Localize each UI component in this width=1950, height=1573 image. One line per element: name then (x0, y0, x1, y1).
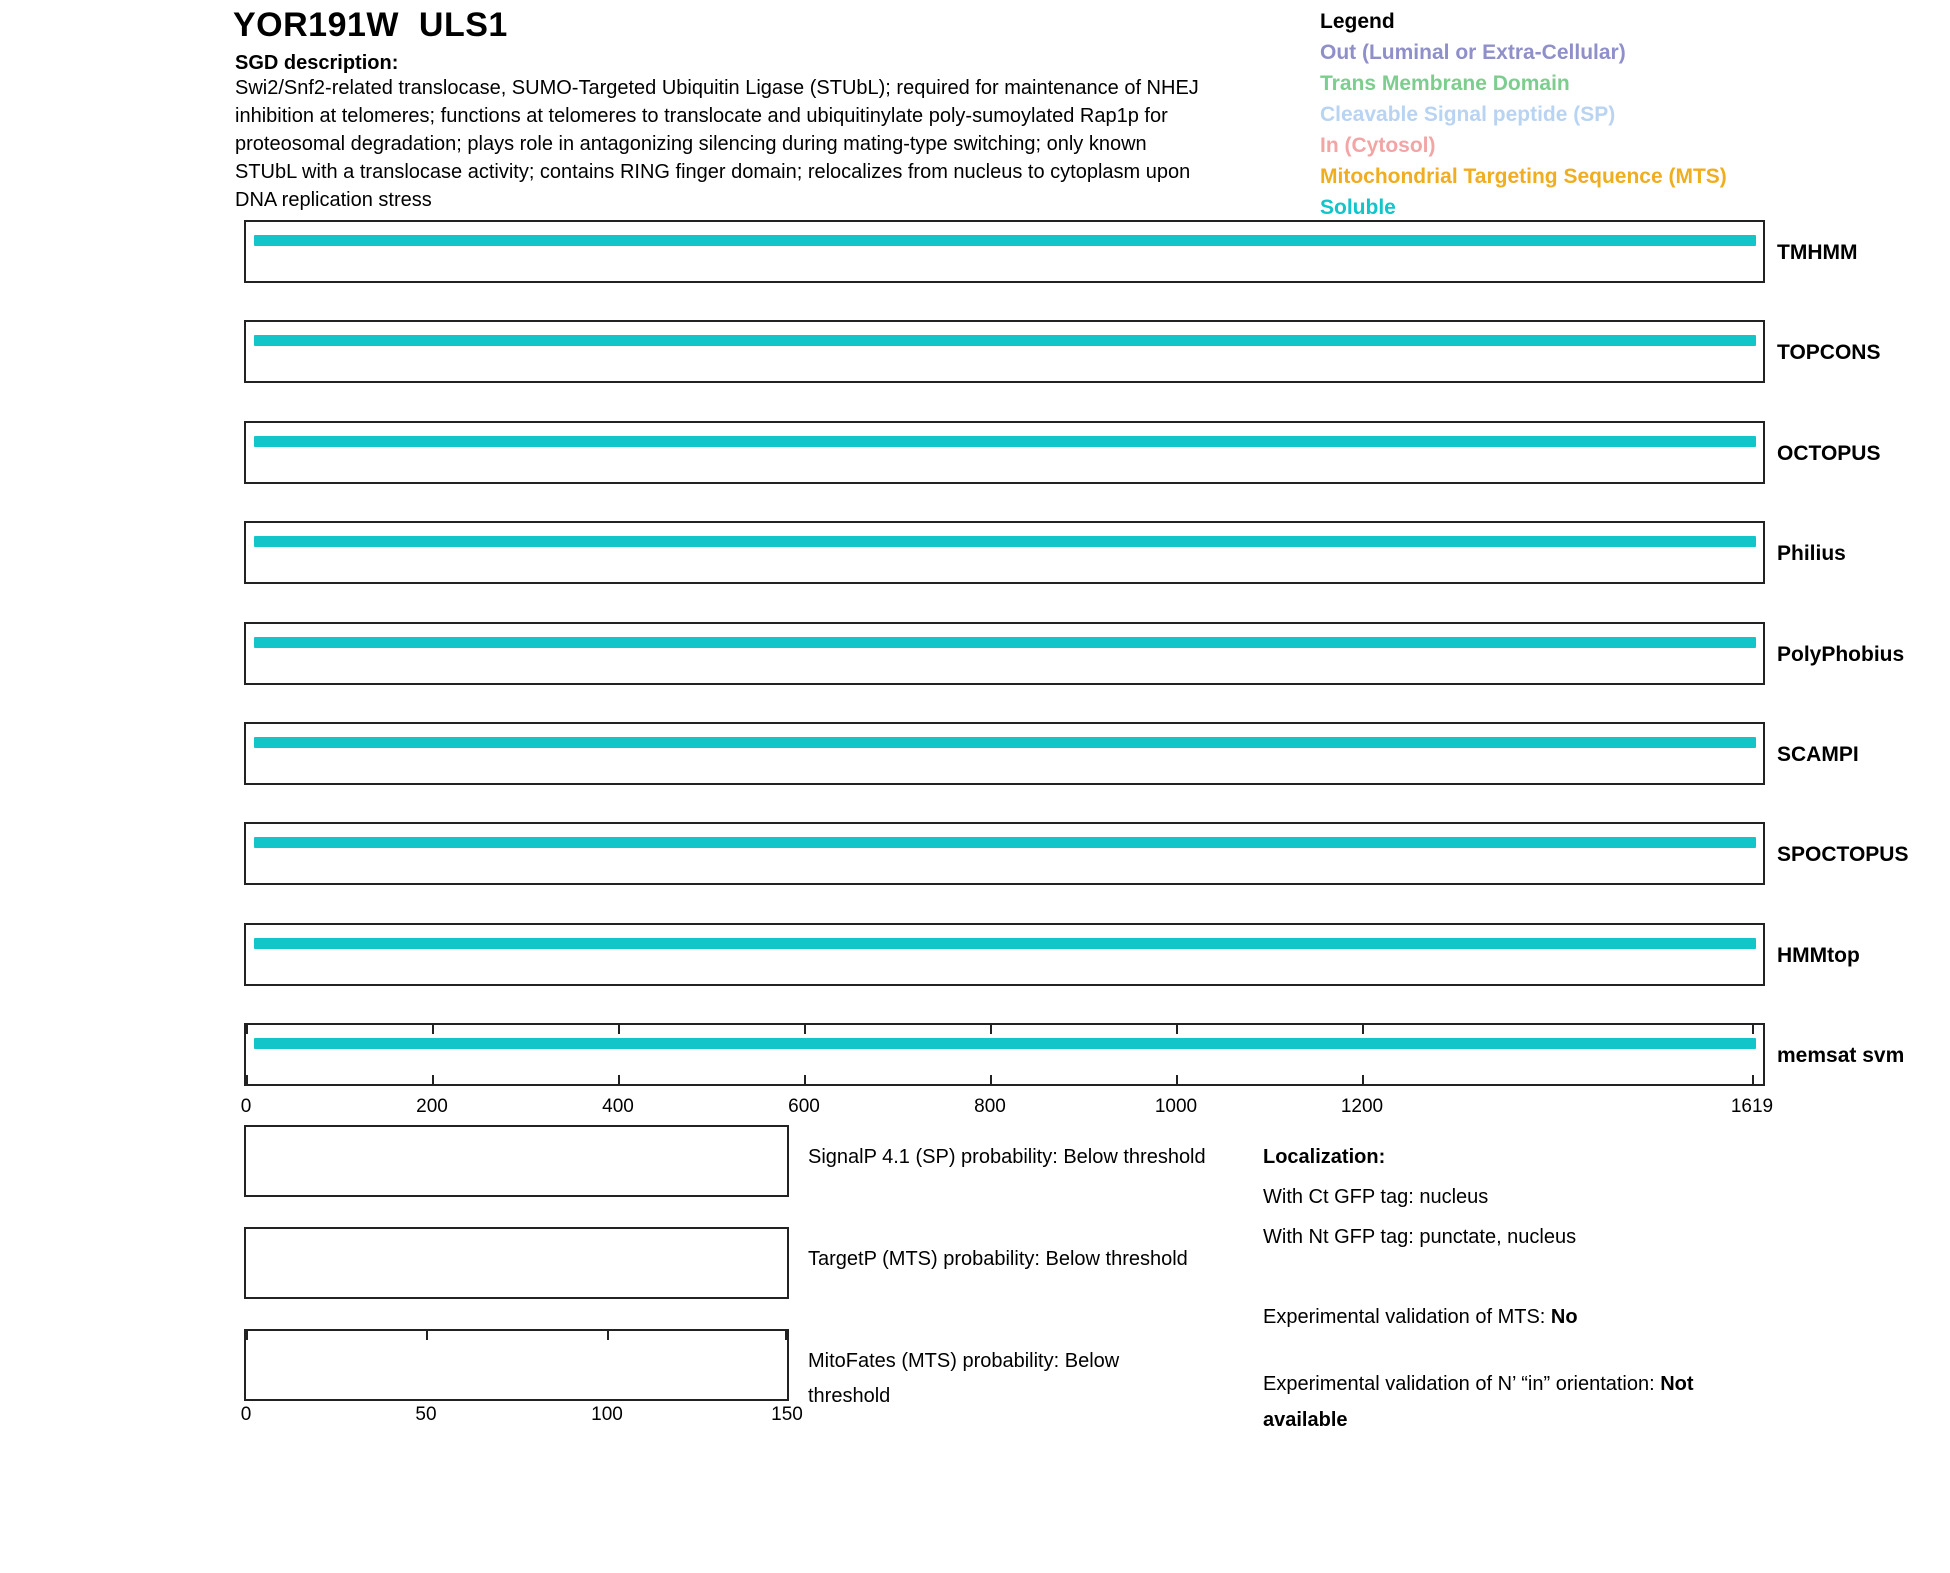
track-label-hmmtop: HMMtop (1777, 944, 1860, 967)
track-label-polyphobius: PolyPhobius (1777, 643, 1905, 666)
track-box-polyphobius (244, 622, 1765, 685)
track-label-memsat-svm: memsat svm (1777, 1044, 1905, 1067)
memsat-bottom-tick (1752, 1075, 1754, 1084)
memsat-bottom-tick (804, 1075, 806, 1084)
memsat-top-tick (246, 1025, 248, 1034)
memsat-top-tick (804, 1025, 806, 1034)
soluble-bar-philius (254, 536, 1756, 547)
memsat-top-tick (1176, 1025, 1178, 1034)
legend-item-cleavable-signal-peptide-sp: Cleavable Signal peptide (SP) (1320, 103, 1616, 126)
legend-items (1320, 37, 1727, 223)
residue-axis-label-0: 0 (240, 1096, 252, 1117)
track-label-octopus: OCTOPUS (1777, 442, 1881, 465)
track-label-topcons: TOPCONS (1777, 341, 1881, 364)
sgd-description-text (235, 74, 1199, 214)
mts-validation-prefix: Experimental validation of MTS: (1263, 1306, 1551, 1328)
mitofates-axis-label-50: 50 (415, 1404, 437, 1425)
mitofates-top-tick (246, 1331, 248, 1340)
residue-axis-label-800: 800 (974, 1096, 1006, 1117)
soluble-bar-tmhmm (254, 235, 1756, 246)
residue-axis-label-400: 400 (602, 1096, 634, 1117)
legend-item-mitochondrial-targeting-sequence-mts: Mitochondrial Targeting Sequence (MTS) (1320, 165, 1727, 188)
mts-validation-line (1263, 1306, 1578, 1329)
track-box-philius (244, 521, 1765, 584)
track-box-memsat-svm (244, 1023, 1765, 1086)
soluble-bar-topcons (254, 335, 1756, 346)
localization-nt-line: With Nt GFP tag: punctate, nucleus (1263, 1226, 1577, 1248)
memsat-bottom-tick (1362, 1075, 1364, 1084)
residue-axis-label-1000: 1000 (1154, 1096, 1198, 1117)
track-box-hmmtop (244, 923, 1765, 986)
memsat-top-tick (1752, 1025, 1754, 1034)
memsat-top-tick (618, 1025, 620, 1034)
track-label-tmhmm: TMHMM (1777, 241, 1858, 264)
page-title: YOR191W ULS1 (233, 6, 508, 44)
sgd-description-heading: SGD description: (235, 52, 399, 74)
legend-item-trans-membrane-domain: Trans Membrane Domain (1320, 72, 1570, 95)
memsat-bottom-tick (432, 1075, 434, 1084)
mitofates-axis-label-100: 100 (591, 1404, 623, 1425)
memsat-bottom-tick (990, 1075, 992, 1084)
memsat-bottom-tick (1176, 1075, 1178, 1084)
probability-label-mitofates-mts-: MitoFates (MTS) probability: Below (808, 1350, 1120, 1372)
memsat-top-tick (432, 1025, 434, 1034)
residue-axis-label-200: 200 (416, 1096, 448, 1117)
sgd-description-line: proteosomal degradation; plays role in antagonizing silencing during mating-type switching; only known (235, 133, 1147, 155)
soluble-bar-octopus (254, 436, 1756, 447)
memsat-top-tick (990, 1025, 992, 1034)
residue-axis-label-600: 600 (788, 1096, 820, 1117)
orientation-validation-value: Not available (1263, 1373, 1694, 1431)
track-label-spoctopus: SPOCTOPUS (1777, 843, 1909, 866)
probability-label-signalp-4-1-sp-: SignalP 4.1 (SP) probability: Below threshold (808, 1146, 1206, 1168)
sgd-description-line: DNA replication stress (235, 189, 432, 211)
residue-axis-label-1200: 1200 (1340, 1096, 1384, 1117)
localization-heading: Localization: (1263, 1146, 1386, 1168)
memsat-bottom-tick (246, 1075, 248, 1084)
soluble-bar-memsat-svm (254, 1038, 1756, 1049)
track-box-topcons (244, 320, 1765, 383)
soluble-bar-hmmtop (254, 938, 1756, 949)
track-label-scampi: SCAMPI (1777, 743, 1859, 766)
sgd-description-line: STUbL with a translocase activity; contains RING finger domain; relocalizes from nucleus to cytoplasm upon (235, 161, 1191, 183)
track-label-philius: Philius (1777, 542, 1846, 565)
track-box-octopus (244, 421, 1765, 484)
track-box-spoctopus (244, 822, 1765, 885)
legend (1320, 6, 1727, 223)
probability-box-signalp-4-1-sp- (244, 1125, 789, 1197)
mitofates-top-tick (607, 1331, 609, 1340)
track-box-tmhmm (244, 220, 1765, 283)
soluble-bar-scampi (254, 737, 1756, 748)
mts-validation-value: No (1550, 1306, 1578, 1328)
legend-item-in-cytosol: In (Cytosol) (1320, 134, 1436, 157)
track-box-scampi (244, 722, 1765, 785)
orientation-validation-prefix: Experimental validation of N’ “in” orientation: (1263, 1373, 1661, 1395)
probability-label-targetp-mts-: TargetP (MTS) probability: Below threshold (808, 1248, 1188, 1270)
orientation-validation-line (1263, 1366, 1773, 1438)
memsat-top-tick (1362, 1025, 1364, 1034)
residue-axis-label-1619: 1619 (1730, 1096, 1774, 1117)
sgd-description-line: Swi2/Snf2-related translocase, SUMO-Targeted Ubiquitin Ligase (STUbL); required for maintenance of NHEJ (235, 77, 1199, 99)
soluble-bar-polyphobius (254, 637, 1756, 648)
probability-box-mitofates-mts- (244, 1329, 789, 1401)
probability-box-targetp-mts- (244, 1227, 789, 1299)
mitofates-top-tick (785, 1331, 787, 1340)
mitofates-axis-label-150: 150 (771, 1404, 803, 1425)
localization-ct-line: With Ct GFP tag: nucleus (1263, 1186, 1489, 1208)
mitofates-axis-label-0: 0 (240, 1404, 252, 1425)
probability-label-mitofates-mts-: threshold (808, 1385, 891, 1407)
soluble-bar-spoctopus (254, 837, 1756, 848)
legend-title: Legend (1320, 10, 1395, 33)
sgd-description-line: inhibition at telomeres; functions at telomeres to translocate and ubiquitinylate poly-sumoylated Rap1p for (235, 105, 1168, 127)
mitofates-top-tick (426, 1331, 428, 1340)
memsat-bottom-tick (618, 1075, 620, 1084)
legend-item-soluble: Soluble (1320, 196, 1396, 219)
legend-item-out-luminal-or-extra-cellular: Out (Luminal or Extra-Cellular) (1320, 41, 1626, 64)
